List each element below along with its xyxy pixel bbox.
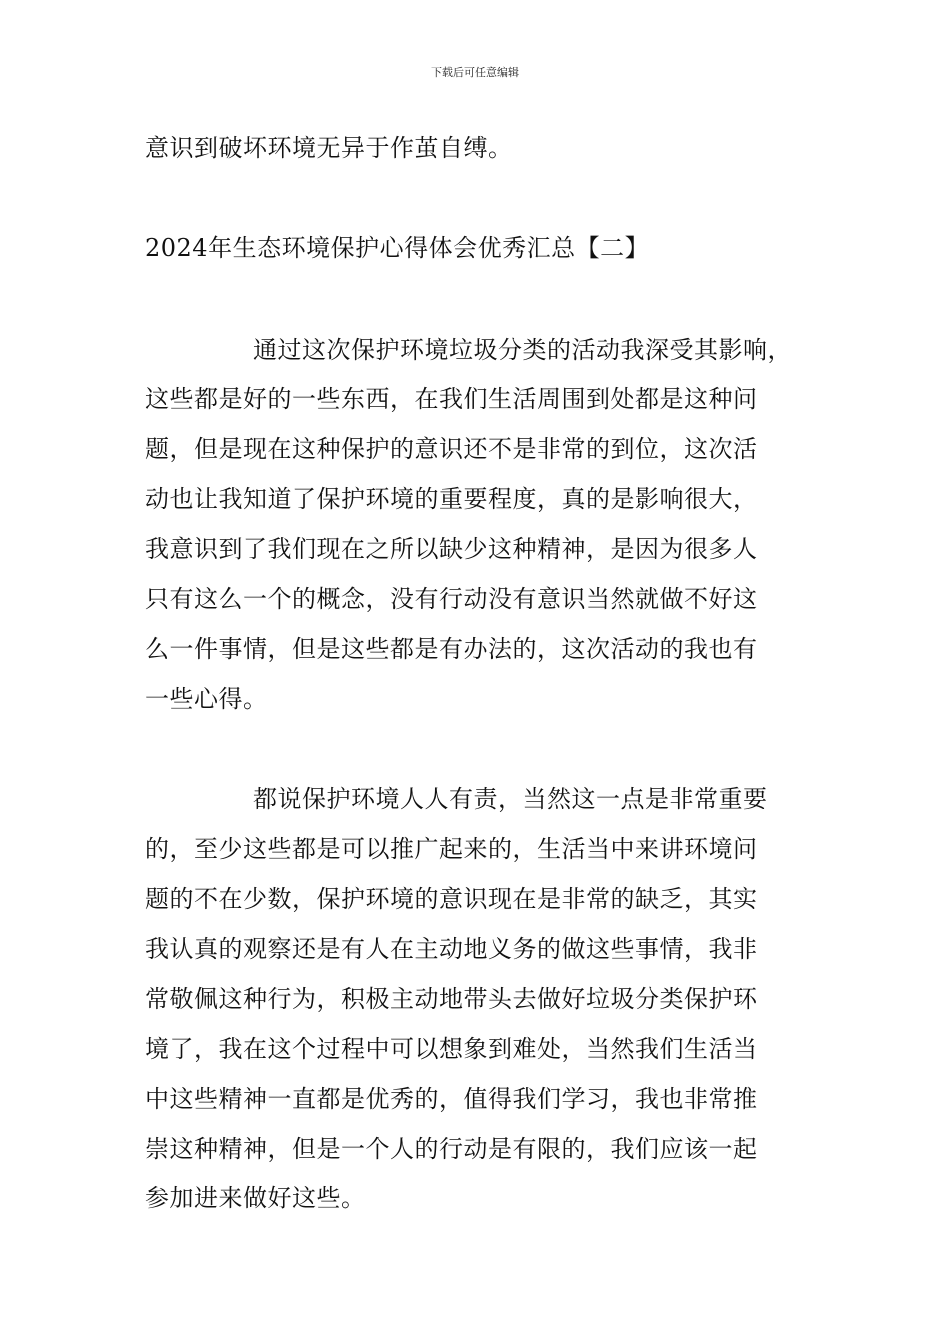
paragraph-line: 参加进来做好这些。	[145, 1184, 366, 1212]
paragraph-line: 我认真的观察还是有人在主动地义务的做这些事情，我非	[145, 935, 758, 963]
paragraph-line: 只有这么一个的概念，没有行动没有意识当然就做不好这	[145, 585, 758, 613]
paragraph-line: 的，至少这些都是可以推广起来的，生活当中来讲环境问	[145, 835, 758, 863]
paragraph-line: 中这些精神一直都是优秀的，值得我们学习，我也非常推	[145, 1085, 758, 1113]
paragraph-line: 题，但是现在这种保护的意识还不是非常的到位，这次活	[145, 435, 758, 463]
section-title: 2024年生态环境保护心得体会优秀汇总【二】	[145, 234, 650, 262]
paragraph-line: 崇这种精神，但是一个人的行动是有限的，我们应该一起	[145, 1135, 758, 1163]
page-header: 下载后可任意编辑	[431, 66, 519, 79]
paragraph-line: 境了，我在这个过程中可以想象到难处，当然我们生活当	[145, 1035, 758, 1063]
paragraph-line: 我意识到了我们现在之所以缺少这种精神，是因为很多人	[145, 535, 758, 563]
paragraph-line: 么一件事情，但是这些都是有办法的，这次活动的我也有	[145, 635, 758, 663]
paragraph-line: 动也让我知道了保护环境的重要程度，真的是影响很大，	[145, 485, 758, 513]
paragraph-line: 题的不在少数，保护环境的意识现在是非常的缺乏，其实	[145, 885, 758, 913]
paragraph-line: 都说保护环境人人有责，当然这一点是非常重要	[253, 785, 768, 813]
intro-line: 意识到破坏环境无异于作茧自缚。	[145, 134, 513, 162]
paragraph-line: 常敬佩这种行为，积极主动地带头去做好垃圾分类保护环	[145, 985, 758, 1013]
paragraph-line: 通过这次保护环境垃圾分类的活动我深受其影响，	[253, 336, 792, 364]
paragraph-line: 这些都是好的一些东西，在我们生活周围到处都是这种问	[145, 385, 758, 413]
paragraph-line: 一些心得。	[145, 685, 268, 713]
